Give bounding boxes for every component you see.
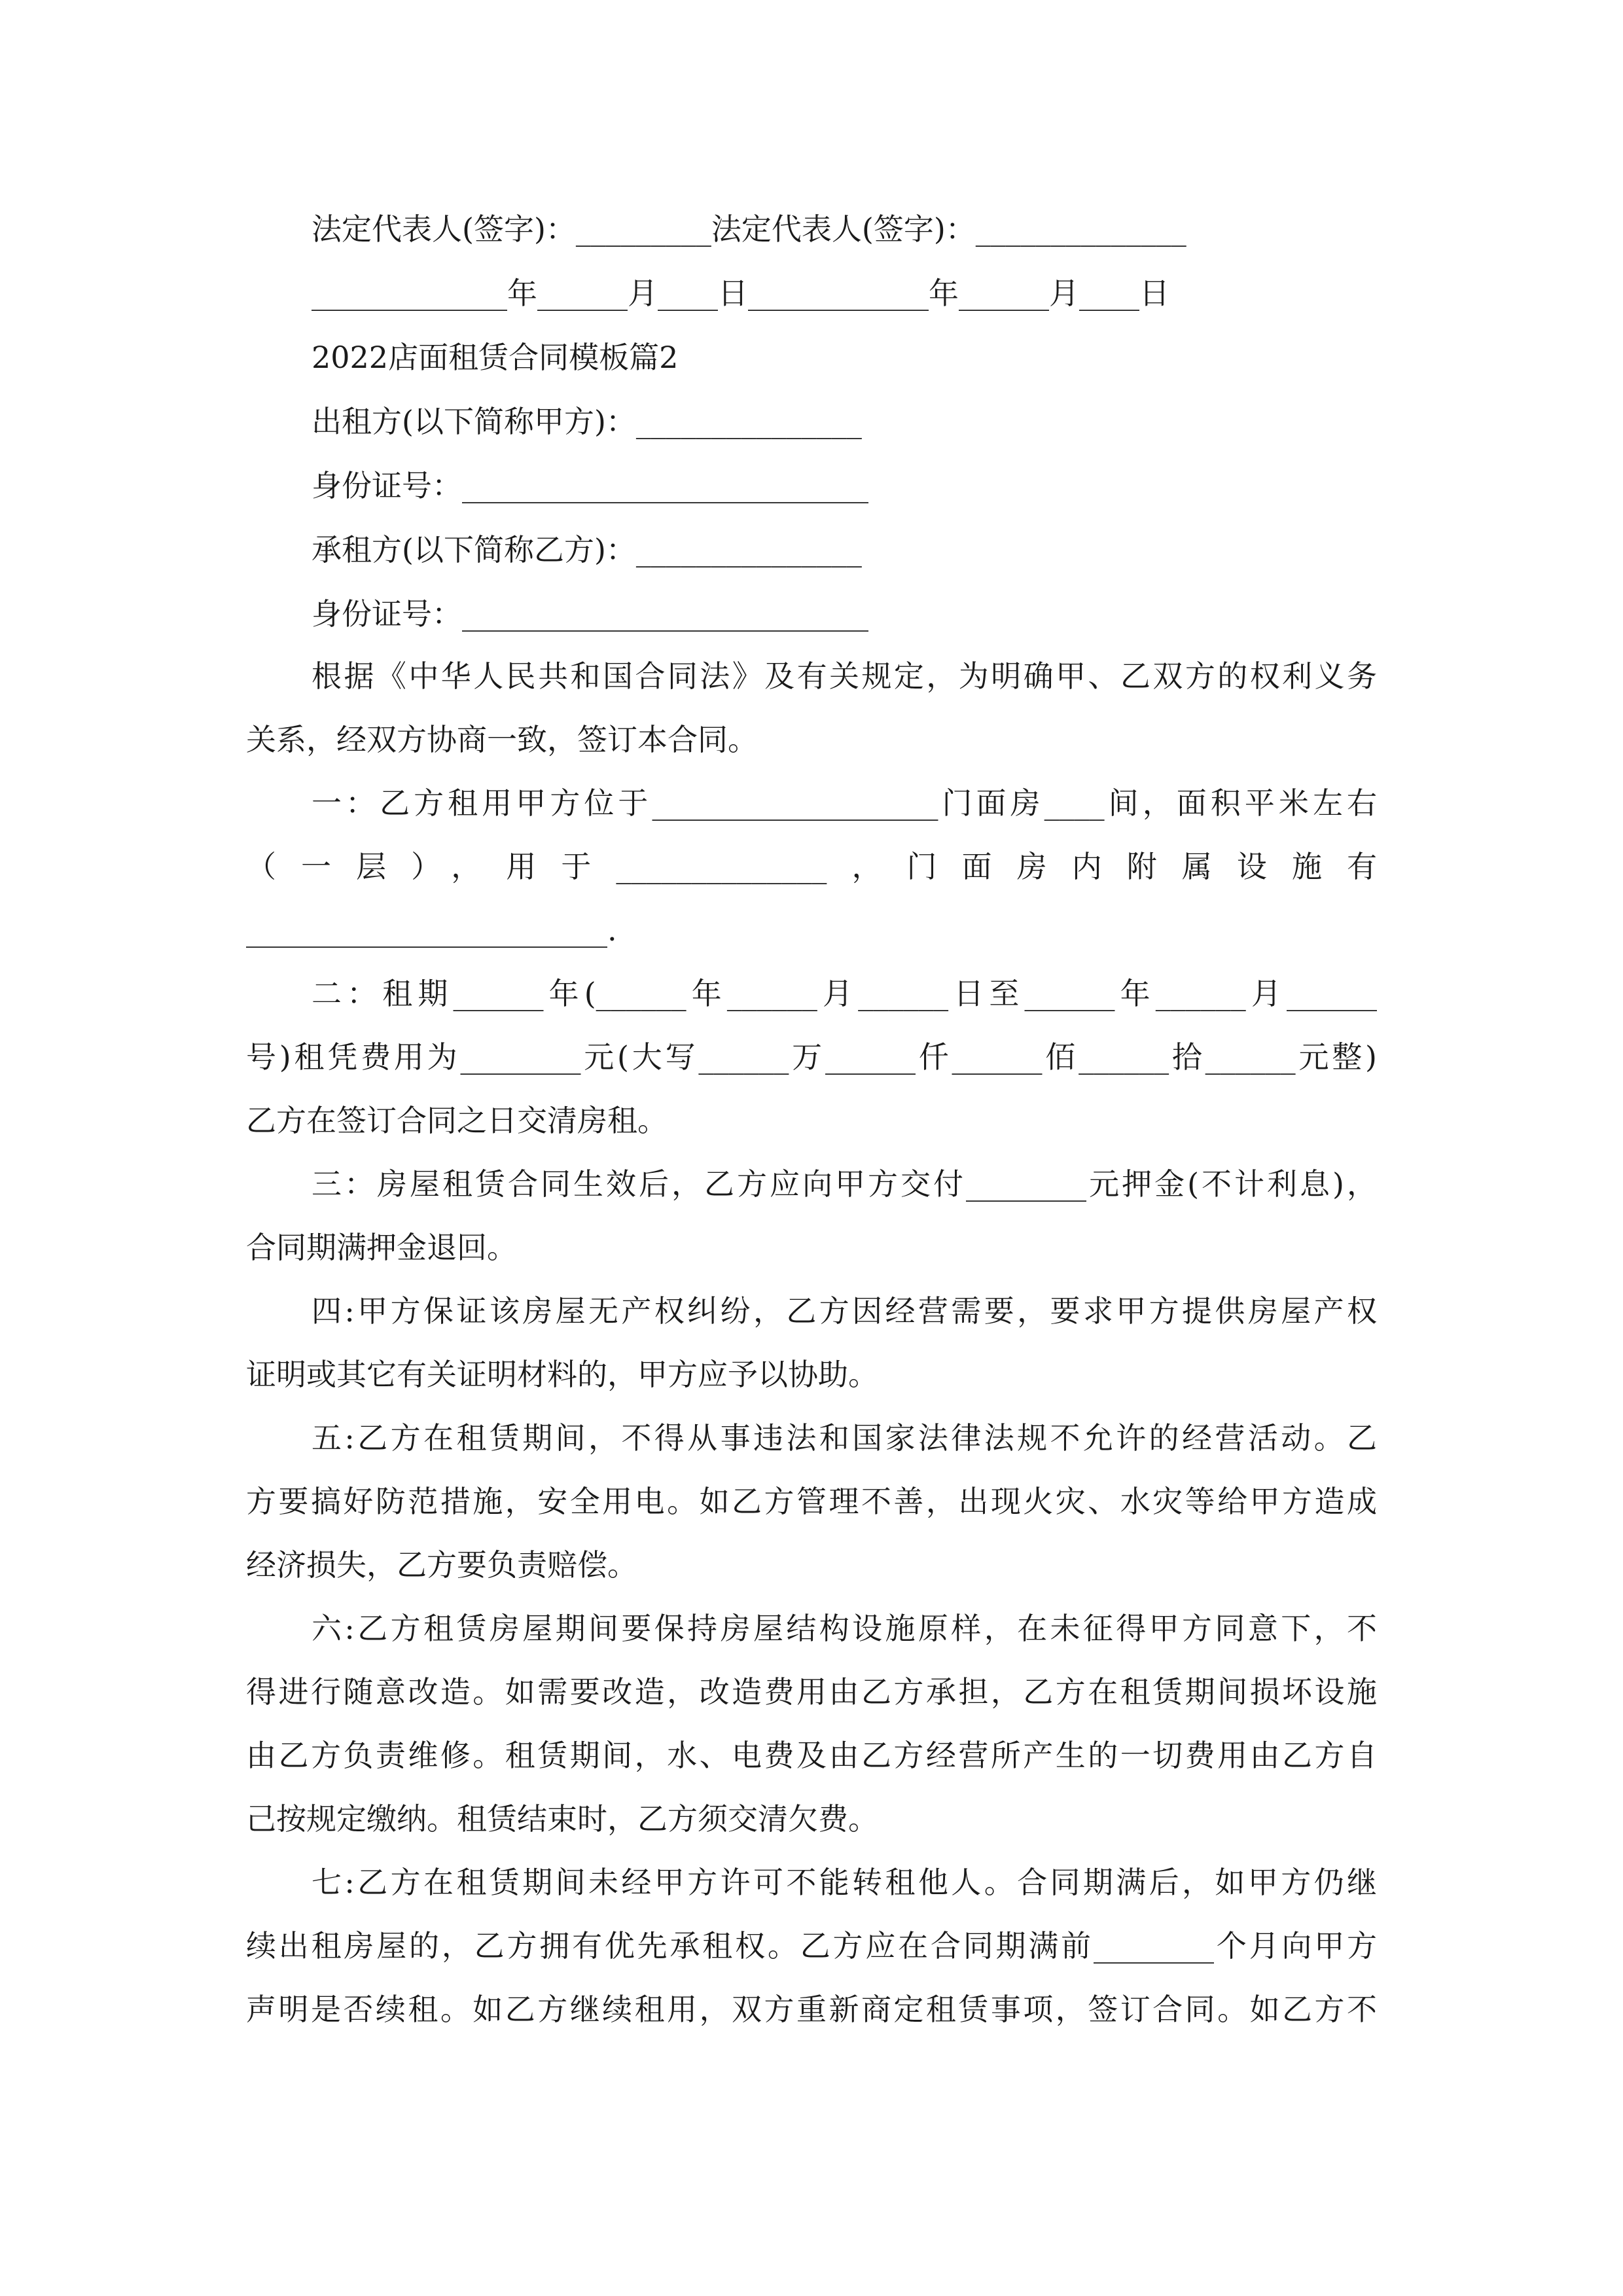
clause-line: 号)租凭费用为________元(大写______万______仟______佰______拾______元整) — [246, 1039, 1377, 1075]
signature-date-line: _____________年______月____日____________年______月____日 — [312, 276, 1169, 311]
clause-line: （一层），用于______________，门面房内附属设施有 — [246, 849, 1377, 884]
lessee-line: 承租方(以下简称乙方)：_______________ — [312, 532, 862, 567]
clause-line: 己按规定缴纳。租赁结束时，乙方须交清欠费。 — [246, 1801, 878, 1837]
clause-line: 由乙方负责维修。租赁期间，水、电费及由乙方经营所产生的一切费用由乙方自 — [246, 1738, 1377, 1773]
clause-line: 七:乙方在租赁期间未经甲方许可不能转租他人。合同期满后，如甲方仍继 — [312, 1865, 1377, 1900]
clause-line: 证明或其它有关证明材料的，甲方应予以协助。 — [246, 1357, 878, 1392]
clause-line: ________________________. — [246, 912, 617, 948]
clause-line: 乙方在签订合同之日交清房租。 — [246, 1103, 668, 1138]
lessor-line: 出租方(以下简称甲方)：_______________ — [312, 404, 862, 439]
clause-line: 四:甲方保证该房屋无产权纠纷，乙方因经营需要，要求甲方提供房屋产权 — [312, 1293, 1377, 1329]
clause-line: 根据《中华人民共和国合同法》及有关规定，为明确甲、乙双方的权利义务 — [312, 658, 1377, 694]
clause-line: 方要搞好防范措施，安全用电。如乙方管理不善，出现火灾、水灾等给甲方造成 — [246, 1484, 1377, 1519]
clause-line: 六:乙方租赁房屋期间要保持房屋结构设施原样，在未征得甲方同意下，不 — [312, 1611, 1377, 1646]
clause-line: 关系，经双方协商一致，签订本合同。 — [246, 722, 758, 757]
clause-line: 五:乙方在租赁期间，不得从事违法和国家法律法规不允许的经营活动。乙 — [312, 1420, 1377, 1456]
clause-line: 三：房屋租赁合同生效后，乙方应向甲方交付________元押金(不计利息)， — [312, 1166, 1377, 1202]
clause-line: 经济损失，乙方要负责赔偿。 — [246, 1547, 637, 1583]
signature-representative-line: 法定代表人(签字)：_________法定代表人(签字)：______________ — [312, 211, 1186, 247]
section-title: 2022店面租赁合同模板篇2 — [312, 340, 679, 375]
clause-line: 声明是否续租。如乙方继续租用，双方重新商定租赁事项，签订合同。如乙方不 — [246, 1992, 1377, 2027]
lessee-id-line: 身份证号：___________________________ — [312, 596, 868, 632]
clause-line: 合同期满押金退回。 — [246, 1230, 517, 1265]
clause-line: 一：乙方租用甲方位于___________________门面房____间，面积平米左右 — [312, 785, 1377, 821]
lessor-id-line: 身份证号：___________________________ — [312, 468, 868, 503]
clause-line: 二：租期______年(______年______月______日至______年______月______ — [312, 976, 1377, 1011]
clause-line: 续出租房屋的，乙方拥有优先承租权。乙方应在合同期满前________个月向甲方 — [246, 1928, 1377, 1964]
clause-line: 得进行随意改造。如需要改造，改造费用由乙方承担，乙方在租赁期间损坏设施 — [246, 1674, 1377, 1710]
